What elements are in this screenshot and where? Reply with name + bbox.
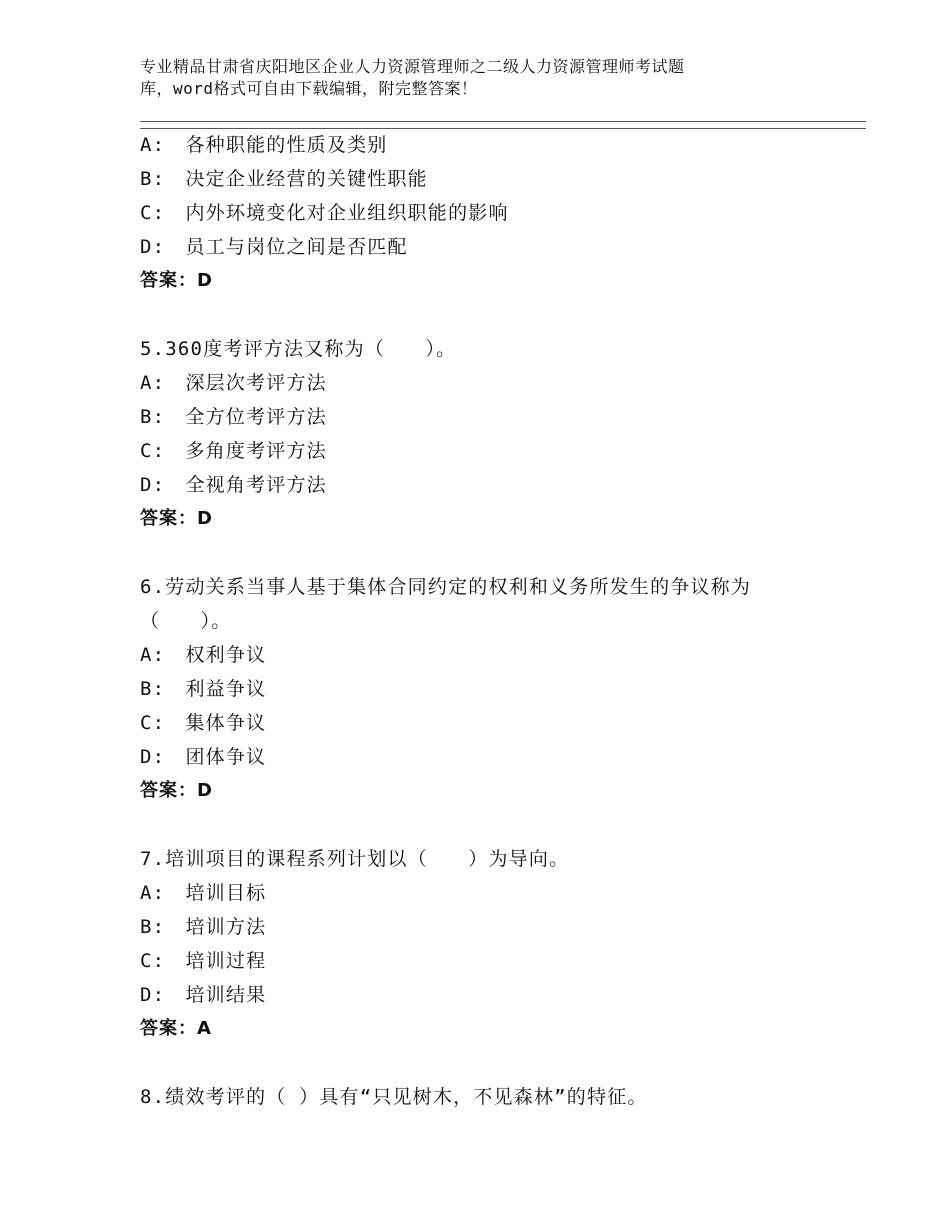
question-list [140,128,840,1114]
header-title-line-1: 专业精品甘肃省庆阳地区企业人力资源管理师之二级人力资源管理师考试题 [140,57,685,76]
spacer [140,1046,840,1080]
spacer [140,808,840,842]
option-d: D: 培训结果 [140,984,267,1006]
question-5 [140,332,840,536]
option-b: B: 利益争议 [140,678,267,700]
answer-text: 答案：A [140,1018,212,1039]
option-c: C: 培训过程 [140,950,267,972]
answer-text: 答案：D [140,780,213,801]
option-c: C: 集体争议 [140,712,267,734]
answer-text: 答案：D [140,508,213,529]
option-b: B: 培训方法 [140,916,267,938]
answer-text: 答案：D [140,270,213,291]
option-d: D: 员工与岗位之间是否匹配 [140,236,408,258]
option-d: D: 团体争议 [140,746,267,768]
spacer [140,298,840,332]
question-6 [140,570,840,808]
document-header [140,56,780,100]
option-b: B: 决定企业经营的关键性职能 [140,168,428,190]
option-a: A: 深层次考评方法 [140,372,327,394]
option-a: A: 各种职能的性质及类别 [140,134,388,156]
question-text: 8.绩效考评的（ ）具有“只见树木，不见森林”的特征。 [140,1086,648,1108]
option-c: C: 内外环境变化对企业组织职能的影响 [140,202,509,224]
option-d: D: 全视角考评方法 [140,474,327,496]
option-c: C: 多角度考评方法 [140,440,327,462]
question-8 [140,1080,840,1114]
question-text-continued: （ ）。 [140,610,232,632]
option-a: A: 培训目标 [140,882,267,904]
question-text: 6.劳动关系当事人基于集体合同约定的权利和义务所发生的争议称为 [140,576,752,598]
option-a: A: 权利争议 [140,644,267,666]
question-text: 5.360度考评方法又称为（ ）。 [140,338,457,360]
question-4 [140,128,840,298]
question-text: 7.培训项目的课程系列计划以（ ）为导向。 [140,848,570,870]
question-7 [140,842,840,1046]
spacer [140,536,840,570]
header-title-line-2: 库，word格式可自由下载编辑，附完整答案！ [140,79,478,98]
option-b: B: 全方位考评方法 [140,406,327,428]
